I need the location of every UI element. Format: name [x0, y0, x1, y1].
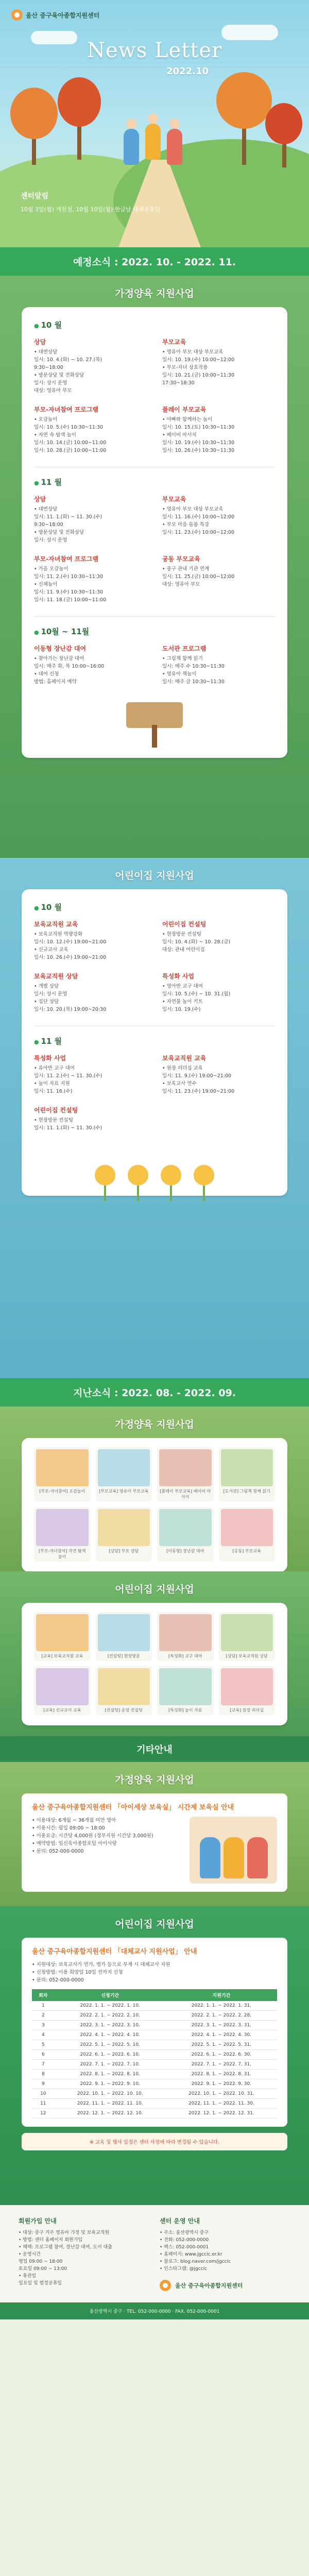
program-detail: 일시: 11. 16.(수) [34, 1089, 73, 1094]
month-heading: ● 10월 ~ 11월 [34, 626, 275, 637]
activity-photo [219, 1507, 276, 1562]
table-cell: 2022. 1. 1. ~ 2022. 1. 10. [55, 2001, 166, 2011]
program-detail: 일시: 10. 26.(수) 19:00~21:00 [34, 955, 107, 960]
table-row [32, 2109, 277, 2119]
tree-illustration [10, 88, 58, 139]
section-title: 가정양육 지원사업 [115, 288, 194, 299]
section-title: 어린이집 지원사업 [115, 1919, 194, 1930]
program-detail: 일시: 10. 4.(화) ~ 10. 27.(목) [34, 357, 102, 363]
photo-image [98, 1509, 150, 1546]
section-title: 어린이집 지원사업 [115, 870, 194, 882]
table-row [32, 2030, 277, 2040]
schedule-table [32, 1989, 277, 2119]
info-band: 기타안내 [0, 1736, 309, 1762]
program-detail: 일시: 10. 5.(수) ~ 10. 31.(월) [162, 991, 231, 997]
notice-detail: • 예약방법: 임신육아종합포털 아이사랑 [32, 1841, 117, 1846]
photo-image [36, 1614, 89, 1651]
program-detail: • 자연물 놀이 키트 [162, 999, 203, 1005]
past-daycare-card [22, 1603, 287, 1725]
photo-image [36, 1449, 89, 1486]
program-detail: 일시: 11. 18.(금) 10:00~11:00 [34, 597, 107, 603]
program-detail: 일시: 매주 수 10:30~11:30 [162, 664, 225, 669]
table-cell: 6 [32, 2050, 55, 2060]
table-cell: 2022. 9. 1. ~ 2022. 9. 30. [166, 2079, 277, 2089]
program-name: 보육교직원 상담 [34, 973, 78, 980]
table-cell: 7 [32, 2060, 55, 2070]
program-name: 상담 [34, 496, 46, 503]
program-detail: 대상: 영유아 부모 [162, 582, 200, 587]
footer-logo-text: 울산 중구육아종합지원센터 [175, 2282, 243, 2289]
photo-image [98, 1614, 150, 1651]
photo-caption: [컨설팅] 현장방문 [107, 1654, 140, 1658]
footer-detail: • 휴관일 [19, 2274, 37, 2279]
table-cell: 2022. 8. 1. ~ 2022. 8. 31. [166, 2070, 277, 2079]
activity-photo [96, 1447, 152, 1502]
table-cell: 2022. 10. 1. ~ 2022. 10. 31. [166, 2089, 277, 2099]
activity-photo [34, 1612, 91, 1661]
program-grid [34, 495, 275, 604]
program-item [162, 405, 275, 454]
program-detail: • 보육교사 연수 [162, 1081, 197, 1087]
program-detail: 일시: 10. 5.(수) 10:30~11:30 [34, 425, 104, 430]
footer-bar: 울산광역시 중구 · TEL. 052-000-0000 · FAX. 052-000-0001 [0, 2302, 309, 2319]
program-detail: • 방문상담 및 전화상담 [34, 372, 84, 378]
program-detail: • 유아반 교구 대여 [34, 1065, 75, 1071]
program-detail: 일시: 11. 25.(금) 10:00~12:00 [162, 574, 235, 580]
table-cell: 2022. 12. 1. ~ 2022. 12. 31. [166, 2109, 277, 2119]
signpost-illustration [121, 698, 188, 748]
program-name: 도서관 프로그램 [162, 645, 207, 652]
table-cell: 2022. 5. 1. ~ 2022. 5. 31. [166, 2040, 277, 2050]
flower-illustration [34, 1144, 275, 1185]
hourly-care-notice [22, 1793, 287, 1892]
program-detail: • 보육교직원 역량강화 [34, 931, 83, 937]
notice-title: 울산 중구육아종합지원센터 「아이세상 보육실」 시간제 보육실 안내 [32, 1804, 234, 1811]
program-detail: 일시: 11. 23.(수) 10:00~12:00 [162, 530, 235, 535]
month-heading: ● 10 월 [34, 319, 275, 330]
program-detail: • 영아반 교구 대여 [162, 984, 203, 989]
divider [34, 616, 275, 617]
footer-detail: • 방법: 센터 홈페이지 회원가입 [19, 2238, 83, 2243]
table-cell: 2022. 5. 1. ~ 2022. 5. 10. [55, 2040, 166, 2050]
table-row [32, 2099, 277, 2109]
table-cell: 10 [32, 2089, 55, 2099]
closing-note: ※ 교육 및 행사 일정은 센터 사정에 따라 변경될 수 있습니다. [22, 2133, 287, 2150]
center-notice-line: 10월 3일(월) 개천절, 10월 10일(월) 한글날 대체공휴일 [21, 206, 161, 213]
table-cell: 3 [32, 2021, 55, 2030]
footer-detail: • 전화: 052-000-0000 [160, 2238, 209, 2243]
program-detail: 17:30~18:30 [162, 380, 195, 386]
program-name: 특성화 사업 [34, 1055, 66, 1062]
program-detail: 일시: 매주 금 10:30~11:30 [162, 679, 225, 685]
photo-caption: [이동형] 장난감 대여 [166, 1549, 204, 1553]
photo-image [159, 1668, 212, 1705]
table-row [32, 2001, 277, 2011]
program-detail: 일시: 11. 9.(수) 10:30~11:30 [34, 589, 104, 595]
program-detail: • 대면상담 [34, 506, 58, 512]
activity-photo [96, 1612, 152, 1661]
program-detail: 일시: 11. 1.(화) ~ 11. 30.(수) [34, 1125, 102, 1131]
program-detail: • 현장방문 컨설팅 [162, 931, 201, 937]
flower-icon [95, 1165, 115, 1185]
table-cell: 11 [32, 2099, 55, 2109]
table-cell: 2022. 4. 1. ~ 2022. 4. 30. [166, 2030, 277, 2040]
center-logo[interactable] [11, 9, 99, 21]
table-cell: 2022. 11. 1. ~ 2022. 11. 30. [166, 2099, 277, 2109]
program-detail: • 부모 마음 돌봄 특강 [162, 522, 210, 528]
program-detail: • 현장방문 컨설팅 [34, 1117, 73, 1123]
program-detail: • 부모-자녀 상호작용 [162, 365, 208, 370]
program-item [34, 495, 147, 544]
program-detail: 일시: 11. 16.(수) 10:00~12:00 [162, 514, 235, 520]
tree-illustration [58, 77, 101, 127]
program-name: 부모-자녀참여 프로그램 [34, 406, 99, 413]
activity-photo [219, 1666, 276, 1715]
signpost-board [126, 702, 183, 728]
table-cell: 1 [32, 2001, 55, 2011]
footer-detail: • 인스타그램: @jgccic [160, 2266, 208, 2272]
flower-icon [128, 1165, 148, 1185]
program-detail: • 영유아 부모 대상 부모교육 [162, 506, 224, 512]
program-detail: • 그림책 함께 읽기 [162, 656, 203, 662]
program-grid [34, 337, 275, 454]
program-detail: 일시: 11. 2.(수) 10:30~11:30 [34, 574, 104, 580]
footer-info [0, 2205, 309, 2302]
program-detail: 일시: 10. 21.(금) 10:00~11:30 [162, 372, 235, 378]
footer-detail: • 주소: 울산광역시 중구 [160, 2230, 209, 2235]
program-item [162, 644, 275, 686]
footer-detail: • 대상: 중구 거주 영유아 가정 및 보육교직원 [19, 2230, 110, 2235]
program-grid [34, 1054, 275, 1132]
substitute-teacher-notice [22, 1938, 287, 2127]
footer-logo[interactable] [160, 2280, 290, 2291]
flower-icon [194, 1165, 214, 1185]
program-name: 부모교육 [162, 338, 186, 346]
childcare-section [0, 276, 309, 858]
table-cell: 2022. 10. 1. ~ 2022. 10. 10. [55, 2089, 166, 2099]
childcare-card [22, 307, 287, 758]
notice-title: 울산 중구육아종합지원센터 「대체교사 지원사업」 안내 [32, 1948, 197, 1956]
program-detail: 일시: 10. 14.(금) 10:00~11:00 [34, 440, 107, 446]
program-detail: 9:30~18:00 [34, 522, 63, 528]
program-detail: 일시: 10. 28.(금) 10:00~11:00 [34, 448, 107, 453]
program-item [34, 337, 147, 395]
photo-caption: [공동] 부모교육 [232, 1549, 261, 1553]
activity-photo [34, 1666, 91, 1715]
program-detail: 대상: 관내 어린이집 [162, 947, 205, 953]
photo-image [36, 1509, 89, 1546]
month-heading: ● 11 월 [34, 477, 275, 487]
program-item [162, 1054, 275, 1095]
photo-caption: [부모-자녀참여] 자연 탐색 놀이 [39, 1549, 86, 1559]
logo-text: 울산 중구육아종합지원센터 [26, 11, 100, 19]
program-detail: 일시: 10. 26.(수) 10:30~11:30 [162, 448, 235, 453]
footer-detail: • 혜택: 프로그램 참여, 장난감 대여, 도서 대출 [19, 2245, 112, 2250]
program-detail: 일시: 매주 화, 목 10:00~16:00 [34, 664, 105, 669]
logo-icon [160, 2280, 171, 2291]
child-illustration [145, 124, 161, 160]
footer-detail: • 팩스: 052-000-0001 [160, 2245, 209, 2250]
table-row [32, 2011, 277, 2021]
program-name: 어린이집 컨설팅 [162, 921, 207, 928]
daycare-card [22, 889, 287, 1196]
notice-detail: • 지원대상: 보육교사가 연가, 병가 등으로 부재 시 대체교사 지원 [32, 1962, 170, 1968]
notice-detail: • 이용대상: 6개월 ~ 36개월 미만 영아 [32, 1818, 116, 1823]
table-cell: 2 [32, 2011, 55, 2021]
program-detail: 일시: 11. 2.(수) ~ 11. 30.(수) [34, 1073, 102, 1079]
table-header: 지원기간 [166, 1989, 277, 2001]
table-cell: 12 [32, 2109, 55, 2119]
activity-photo [34, 1507, 91, 1562]
program-item [34, 644, 147, 686]
program-detail: • 아빠와 함께하는 놀이 [162, 417, 213, 422]
table-cell: 2022. 8. 1. ~ 2022. 8. 10. [55, 2070, 166, 2079]
footer-detail: • 블로그: blog.naver.com/jgccic [160, 2259, 231, 2264]
photo-caption: [부모교육] 영유아 부모교육 [99, 1489, 149, 1494]
photo-image [221, 1614, 273, 1651]
program-detail: 일시: 10. 4.(화) ~ 10. 28.(금) [162, 939, 231, 945]
table-cell: 5 [32, 2040, 55, 2050]
operation-info [160, 2216, 290, 2291]
children-illustration [190, 1817, 277, 1884]
program-item [162, 972, 275, 1013]
program-name: 이동형 장난감 대여 [34, 645, 87, 652]
activity-photo [157, 1666, 214, 1715]
table-cell: 2022. 6. 1. ~ 2022. 6. 30. [166, 2050, 277, 2060]
newsletter-issue: 2022.10 [166, 66, 209, 77]
photo-caption: [상담] 보육교직원 상담 [226, 1654, 268, 1658]
tree-illustration [216, 72, 272, 129]
program-item [34, 405, 147, 454]
program-name: 공동 부모교육 [162, 555, 200, 563]
activity-photo [157, 1612, 214, 1661]
program-grid [34, 644, 275, 686]
program-name: 부모-자녀참여 프로그램 [34, 555, 99, 563]
program-detail: • 집단 상담 [34, 999, 59, 1005]
program-detail: 일시: 10. 20.(목) 19:00~20:30 [34, 1007, 107, 1012]
activity-photo [96, 1666, 152, 1715]
photo-caption: [부모-자녀참여] 오감놀이 [39, 1489, 85, 1494]
membership-info [19, 2216, 149, 2291]
tree-illustration [265, 103, 302, 144]
program-item [34, 1106, 147, 1132]
photo-image [159, 1509, 212, 1546]
program-detail: 일시: 11. 9.(수) 19:00~21:00 [162, 1073, 232, 1079]
photo-caption: [플레이 부모교육] 베이비 마사지 [160, 1489, 211, 1499]
program-detail: 일시: 상시 운영 [34, 380, 67, 386]
program-detail: • 가을 오감놀이 [34, 566, 68, 572]
program-detail: 대상: 영유아 부모 [34, 388, 72, 394]
activity-photo [219, 1612, 276, 1661]
program-detail: 일시: 10. 19.(수) [162, 1007, 201, 1012]
photo-caption: [도서관] 그림책 함께 읽기 [223, 1489, 270, 1494]
program-grid [34, 920, 275, 1013]
schedule-band: 예정소식 : 2022. 10. - 2022. 11. [0, 247, 309, 276]
program-item [34, 554, 147, 604]
table-cell: 2022. 3. 1. ~ 2022. 3. 31. [166, 2021, 277, 2030]
table-cell: 2022. 7. 1. ~ 2022. 7. 10. [55, 2060, 166, 2070]
photo-caption: [교육] 원장 리더십 [230, 1708, 264, 1713]
notice-detail: • 이용시간: 평일 09:00 ~ 18:00 [32, 1825, 105, 1831]
notice-detail: • 신청방법: 이용 희망일 10일 전까지 신청 [32, 1970, 123, 1975]
activity-photo [34, 1447, 91, 1502]
footer-detail: 일요일 및 법정공휴일 [19, 2281, 62, 2286]
program-item [34, 920, 147, 961]
program-name: 특성화 사업 [162, 973, 195, 980]
hero-banner [0, 0, 309, 247]
table-row [32, 2079, 277, 2089]
table-cell: 2022. 11. 1. ~ 2022. 11. 10. [55, 2099, 166, 2109]
notice-detail: • 이용요금: 시간당 4,000원 (정부지원 시간당 3,000원) [32, 1833, 153, 1839]
footer-left-title: 회원가입 안내 [19, 2217, 57, 2225]
program-item [162, 495, 275, 544]
program-name: 보육교직원 교육 [34, 921, 78, 928]
signpost-post [152, 725, 157, 748]
program-detail: 일시: 11. 23.(수) 19:00~21:00 [162, 1089, 235, 1094]
photo-caption: [교육] 신규교사 교육 [43, 1708, 81, 1713]
footer-right-title: 센터 운영 안내 [160, 2217, 200, 2225]
program-name: 보육교직원 교육 [162, 1055, 207, 1062]
photo-image [159, 1614, 212, 1651]
photo-image [221, 1509, 273, 1546]
program-detail: 일시: 10. 19.(수) 10:00~12:00 [162, 357, 235, 363]
footer-detail: • 홈페이지: www.jgccic.or.kr [160, 2252, 222, 2257]
photo-image [221, 1668, 273, 1705]
table-cell: 8 [32, 2070, 55, 2079]
program-detail: 일시: 상시 운영 [34, 991, 67, 997]
table-cell: 9 [32, 2079, 55, 2089]
program-detail: 일시: 10. 19.(수) 10:30~11:30 [162, 440, 235, 446]
center-notice [21, 191, 160, 213]
table-cell: 2022. 2. 1. ~ 2022. 2. 28. [166, 2011, 277, 2021]
program-detail: • 방문상담 및 전화상담 [34, 530, 84, 535]
section-title: 어린이집 지원사업 [115, 1584, 194, 1595]
program-detail: 일시: 11. 1.(화) ~ 11. 30.(수) [34, 514, 102, 520]
child-illustration [167, 129, 182, 165]
program-item [162, 554, 275, 604]
center-notice-heading: 센터알림 [21, 192, 49, 200]
footer-detail: 평일 09:00 ~ 18:00 [19, 2259, 63, 2264]
month-heading: ● 11 월 [34, 1036, 275, 1046]
program-detail: • 원장 리더십 교육 [162, 1065, 203, 1071]
table-row [32, 2021, 277, 2030]
cloud-decoration [221, 25, 278, 40]
program-detail: • 찾아가는 장난감 대여 [34, 656, 84, 662]
table-header: 회차 [32, 1989, 55, 2001]
program-name: 부모교육 [162, 496, 186, 503]
section-title: 가정양육 지원사업 [115, 1774, 194, 1786]
table-cell: 2022. 9. 1. ~ 2022. 9. 10. [55, 2079, 166, 2089]
program-detail: • 영유아 책놀이 [162, 671, 197, 677]
program-name: 플레이 부모교육 [162, 406, 207, 413]
photo-image [98, 1668, 150, 1705]
table-row [32, 2089, 277, 2099]
photo-image [98, 1449, 150, 1486]
past-daycare-section [0, 1571, 309, 1736]
program-detail: • 신규교사 교육 [34, 947, 68, 953]
table-header: 신청기간 [55, 1989, 166, 2001]
info-daycare-section [0, 1906, 309, 2205]
info-childcare-section [0, 1762, 309, 1906]
table-cell: 2022. 6. 1. ~ 2022. 6. 10. [55, 2050, 166, 2060]
footer-detail: 토요일 09:00 ~ 13:00 [19, 2266, 67, 2272]
daycare-section [0, 858, 309, 1378]
program-detail: • 자연 속 탐색 놀이 [34, 432, 76, 438]
program-detail: 9:30~18:00 [34, 365, 63, 370]
program-item [34, 1054, 147, 1095]
footer-detail: • 운영시간 [19, 2252, 41, 2257]
photo-caption: [컨설팅] 운영 컨설팅 [105, 1708, 143, 1713]
program-item [34, 972, 147, 1013]
past-band: 지난소식 : 2022. 08. - 2022. 09. [0, 1378, 309, 1406]
table-row [32, 2070, 277, 2079]
table-cell: 2022. 1. 1. ~ 2022. 1. 31. [166, 2001, 277, 2011]
program-name: 어린이집 컨설팅 [34, 1107, 78, 1114]
child-illustration [124, 129, 139, 165]
activity-photo [157, 1507, 214, 1562]
program-item [162, 337, 275, 395]
table-cell: 4 [32, 2030, 55, 2040]
month-heading: ● 10 월 [34, 902, 275, 912]
program-detail: • 대면상담 [34, 349, 58, 355]
notice-detail: • 문의: 052-000-0000 [32, 1849, 84, 1854]
activity-photo [157, 1447, 214, 1502]
table-cell: 2022. 2. 1. ~ 2022. 2. 10. [55, 2011, 166, 2021]
past-childcare-card [22, 1438, 287, 1572]
program-detail: 일시: 상시 운영 [34, 537, 67, 543]
activity-photo [219, 1447, 276, 1502]
program-detail: • 영유아 부모 대상 부모교육 [162, 349, 224, 355]
program-detail: • 중구 관내 기관 연계 [162, 566, 210, 572]
logo-icon [11, 9, 23, 21]
program-name: 상담 [34, 338, 46, 346]
table-row [32, 2050, 277, 2060]
program-detail: 일시: 10. 12.(수) 19:00~21:00 [34, 939, 107, 945]
past-childcare-section [0, 1406, 309, 1571]
table-cell: 2022. 3. 1. ~ 2022. 3. 10. [55, 2021, 166, 2030]
section-title: 가정양육 지원사업 [115, 1419, 194, 1430]
activity-photo [96, 1507, 152, 1562]
table-cell: 2022. 4. 1. ~ 2022. 4. 10. [55, 2030, 166, 2040]
table-cell: 2022. 12. 1. ~ 2022. 12. 10. [55, 2109, 166, 2119]
table-row [32, 2040, 277, 2050]
program-detail: 방법: 홈페이지 예약 [34, 679, 77, 685]
table-cell: 2022. 7. 1. ~ 2022. 7. 31. [166, 2060, 277, 2070]
program-item [162, 920, 275, 961]
program-detail: • 대여 신청 [34, 671, 59, 677]
photo-caption: [상담] 부모 상담 [109, 1549, 139, 1553]
flower-icon [161, 1165, 181, 1185]
photo-caption: [교육] 보육교직원 교육 [41, 1654, 83, 1658]
program-detail: • 신체놀이 [34, 582, 58, 587]
program-detail: • 놀이 자료 지원 [34, 1081, 70, 1087]
table-row [32, 2060, 277, 2070]
photo-image [159, 1449, 212, 1486]
photo-caption: [특성화] 놀이 자료 [168, 1708, 202, 1713]
program-detail: • 베이비 마사지 [162, 432, 197, 438]
notice-detail: • 문의: 052-000-0000 [32, 1977, 84, 1983]
photo-image [221, 1449, 273, 1486]
photo-caption: [특성화] 교구 대여 [168, 1654, 202, 1658]
newsletter-title: News Letter [87, 39, 222, 62]
program-detail: • 개별 상담 [34, 984, 59, 989]
program-detail: • 오감놀이 [34, 417, 58, 422]
photo-image [36, 1668, 89, 1705]
program-detail: 일시: 10. 15.(토) 10:30~11:30 [162, 425, 235, 430]
